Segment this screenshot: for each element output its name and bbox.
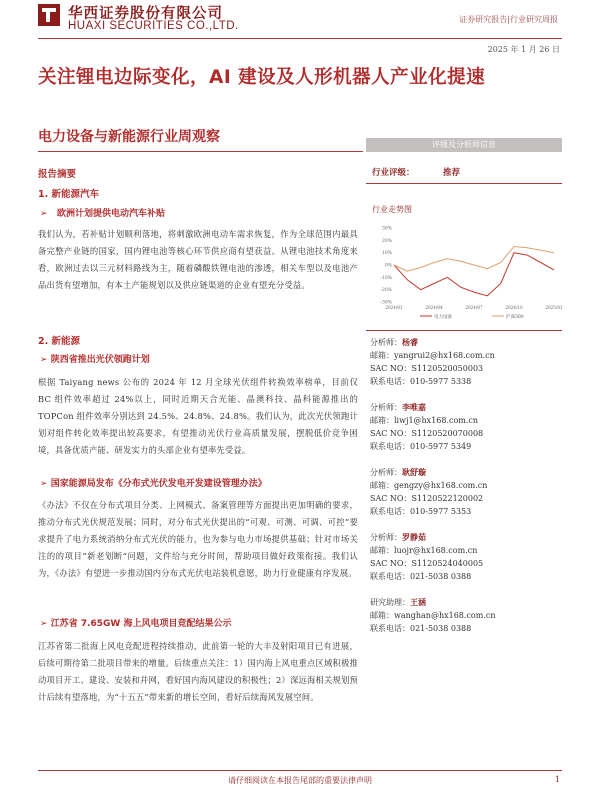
report-date: 2025 年 1 月 26 日 [487,45,560,54]
y-tick-label: 10% [381,251,392,257]
y-tick-label: -30% [380,300,392,306]
brand-name-en: HUAXI SECURITIES CO.,LTD. [68,20,239,32]
summary-label: 报告摘要 [38,169,77,180]
footer-divider [38,770,562,771]
section-2-heading: 2. 新能源 [38,336,81,347]
section-2-paragraph-3: 江苏省第二批海上风电竞配进程持续推动，此前第一轮的大丰及射阳项目已有进展，后续可期待第二批项目带来的增量。后续重点关注：1）国内海上风电重点区域积极推动项目开工、建设、安装和并网，看好国内海风建设的积极性；2）深远海相关规划预计后续有望落地，为“十五五”带来新的增长空间，看好后续海风发展空间。 [38,641,358,702]
y-tick-label: -20% [380,288,392,294]
x-tick-label: 2024/04 [425,305,443,310]
legend-label-b: 沪深300 [506,315,524,320]
analyst-card [370,596,496,635]
x-tick-label: 2024/10 [505,305,523,310]
rating-value: 推荐 [443,168,461,178]
legal-notice: 请仔细阅读在本报告尾部的重要法律声明 [228,776,372,785]
trend-chart [372,222,563,322]
analyst-name: 李唯嘉 [402,402,426,412]
analyst-panel-header: 评级及分析师信息 [366,138,562,152]
report-title: 关注锂电边际变化，AI 建设及人形机器人产业化提速 [38,67,486,88]
arrow-icon: ➢ [40,355,48,365]
analyst-name: 杨睿 [402,337,418,347]
analyst-email[interactable]: 邮箱：luojr@hx168.com.cn [370,546,478,555]
report-subtitle: 电力设备与新能源行业周观察 [38,129,220,145]
analyst-name: 王涵 [410,597,426,607]
analyst-card [370,401,496,453]
analyst-role: 研究助理： [370,598,410,607]
analyst-name: 罗静茹 [402,532,426,542]
analyst-card [370,466,496,518]
legend-label-a: 电力设备 [434,315,452,320]
section-2-sub-heading-1: ➢ 陕西省推出光伏领跑计划 [40,355,150,365]
brand-name-cn: 华西证券股份有限公司 [68,6,223,22]
analyst-role: 分析师： [370,468,402,477]
arrow-icon: ➢ [40,209,48,219]
analyst-sac: SAC NO：S1120520070008 [370,429,484,438]
y-tick-label: 30% [381,226,392,232]
panel-divider [366,330,562,331]
section-1-sub-heading: ➢ 欧洲计划提供电动汽车补贴 [40,209,165,219]
analyst-sac: SAC NO：S1120520050003 [370,364,484,373]
section-2-sub-heading-2: ➢ 国家能源局发布《分布式光伏发电开发建设管理办法》 [40,479,267,489]
analyst-email[interactable]: 邮箱：liwj1@hx168.com.cn [370,416,479,425]
analyst-card [370,336,496,388]
y-tick-label: -10% [380,275,392,281]
arrow-icon: ➢ [40,479,48,489]
analyst-email[interactable]: 邮箱：wanghan@hx168.com.cn [370,611,496,620]
report-type-label: 证券研究报告|行业研究周报 [459,15,558,24]
y-tick-label: 0% [384,263,392,269]
company-logo-icon [38,4,60,26]
section-2-paragraph-1: 根据 Taiyang news 公布的 2024 年 12 月全球光伏组件转换效率榜单，目前仅 BC 组件效率超过 24%以上，同时近期天合光能、晶澳科技、晶科能源推出的 TOPCon 组件效率分别达到 24.5%、24.8%、24.8%。我们认为，此次光伏领跑计划对组件转化效率提出较高要求，有望推动光伏行业高质量发展，摆脱低价竞争困境，具备优质产能、研发实力的头部企业有望率先受益。 [38,377,358,455]
analyst-tel: 联系电话：010-5977 5353 [370,507,472,516]
section-1-paragraph: 我们认为，若补贴计划顺利落地，将刺激欧洲电动车需求恢复，作为全球范围内最具备完整产业链的国家，国内锂电池等核心环节供应商有望获益。从锂电池技术角度来看，欧洲过去以三元材料路线为主，随着磷酸铁锂电池的渗透，相关车型以及电池产品出货有望增加，有本土产能规划以及供应链渠道的企业有望充分受益。 [38,229,358,290]
rating-label: 行业评级： [372,168,415,178]
series-line-csi300 [394,247,554,272]
analyst-tel: 联系电话：010-5977 5349 [370,442,472,451]
section-1-heading: 1. 新能源汽车 [38,189,100,200]
page-number: 1 [554,775,560,784]
analyst-sac: SAC NO：S1120524040005 [370,559,484,568]
analyst-email[interactable]: 邮箱：yangrui2@hx168.com.cn [370,351,495,360]
analyst-tel: 联系电话：021-5038 0388 [370,624,472,633]
x-tick-label: 2025/01 [545,305,563,310]
analyst-role: 分析师： [370,338,402,347]
analyst-email[interactable]: 邮箱：gengzy@hx168.com.cn [370,481,488,490]
arrow-icon: ➢ [40,619,48,629]
section-2-paragraph-2: 《办法》不仅在分布式项目分类、上网模式、备案管理等方面提出更加明确的要求，推动分布式光伏规范发展；同时，对分布式光伏提出的“可观、可测、可调、可控”要求提升了电力系统消纳分布式光伏的能力，也为参与电力市场提供基础；针对市场关注的的项目“新老划断”问题，文件给与充分时间，帮助项目做好政策衔接。我们认为，《办法》有望进一步推动国内分布式光伏电站装机意愿，助力行业健康有序发展。 [38,500,358,578]
analyst-name: 耿舒璇 [402,467,426,477]
panel-divider [366,183,562,184]
subtitle-divider [38,151,363,152]
analyst-card [370,531,496,583]
analyst-list [370,336,496,635]
x-tick-label: 2024/07 [465,305,483,310]
x-tick-label: 2024/01 [385,305,403,310]
trend-chart-label: 行业走势图 [372,205,412,214]
analyst-tel: 联系电话：021-5038 0388 [370,572,472,581]
y-tick-label: 20% [381,238,392,244]
header-divider [38,38,562,39]
analyst-role: 分析师： [370,533,402,542]
analyst-role: 分析师： [370,403,402,412]
section-2-sub-heading-3: ➢ 江苏省 7.65GW 海上风电项目竞配结果公示 [40,619,232,629]
analyst-tel: 联系电话：010-5977 5338 [370,377,472,386]
analyst-sac: SAC NO：S1120522120002 [370,494,484,503]
series-line-power-equipment [394,253,554,296]
